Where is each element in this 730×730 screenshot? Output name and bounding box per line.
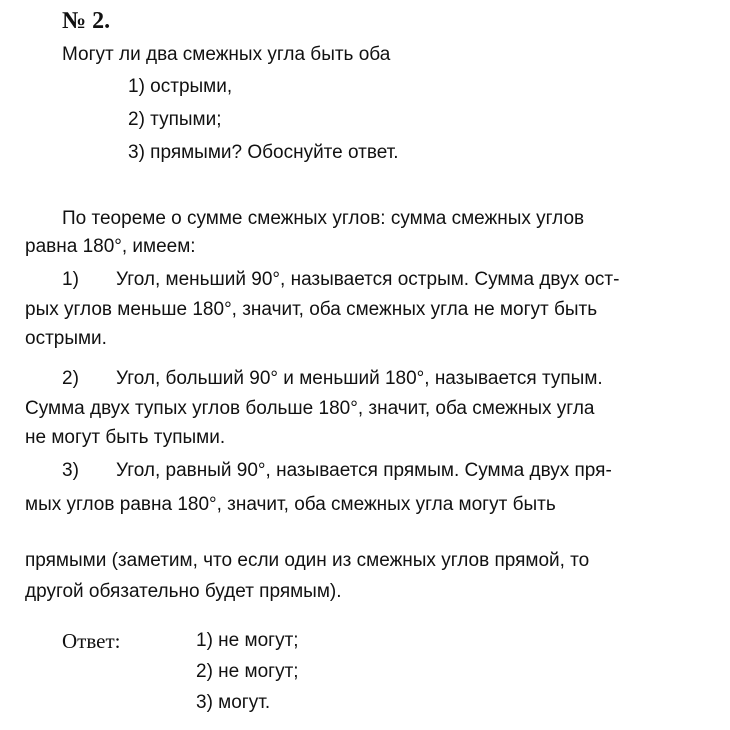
solution-intro-line-1: По теореме о сумме смежных углов: сумма смежных углов [62, 208, 585, 229]
item-3-line-3: прямыми (заметим, что если один из смежных углов прямой, то [25, 550, 590, 571]
answer-item-3: 3) могут. [196, 692, 271, 713]
problem-option-3: 3) прямыми? Обоснуйте ответ. [128, 142, 399, 163]
problem-option-2: 2) тупыми; [128, 109, 222, 130]
item-3-line-2: мых углов равна 180°, значит, оба смежных угла могут быть [25, 494, 556, 515]
answer-label: Ответ: [62, 629, 121, 653]
problem-question: Могут ли два смежных угла быть оба [62, 44, 391, 65]
answer-item-1: 1) не могут; [196, 630, 299, 651]
problem-option-1: 1) острыми, [128, 76, 233, 97]
item-1-line-1: Угол, меньший 90°, называется острым. Сумма двух ост- [116, 269, 620, 290]
item-2-line-3: не могут быть тупыми. [25, 427, 226, 448]
answer-item-2: 2) не могут; [196, 661, 299, 682]
item-1-number: 1) [62, 269, 79, 290]
item-3-line-1: Угол, равный 90°, называется прямым. Сумма двух пря- [116, 460, 612, 481]
item-2-number: 2) [62, 368, 79, 389]
problem-number: № 2. [62, 8, 111, 34]
item-3-line-4: другой обязательно будет прямым). [25, 581, 342, 602]
item-1-line-2: рых углов меньше 180°, значит, оба смежных угла не могут быть [25, 299, 598, 320]
item-1-line-3: острыми. [25, 328, 107, 349]
solution-intro-line-2: равна 180°, имеем: [25, 236, 196, 257]
item-2-line-1: Угол, больший 90° и меньший 180°, называется тупым. [116, 368, 603, 389]
item-2-line-2: Сумма двух тупых углов больше 180°, значит, оба смежных угла [25, 398, 595, 419]
item-3-number: 3) [62, 460, 79, 481]
